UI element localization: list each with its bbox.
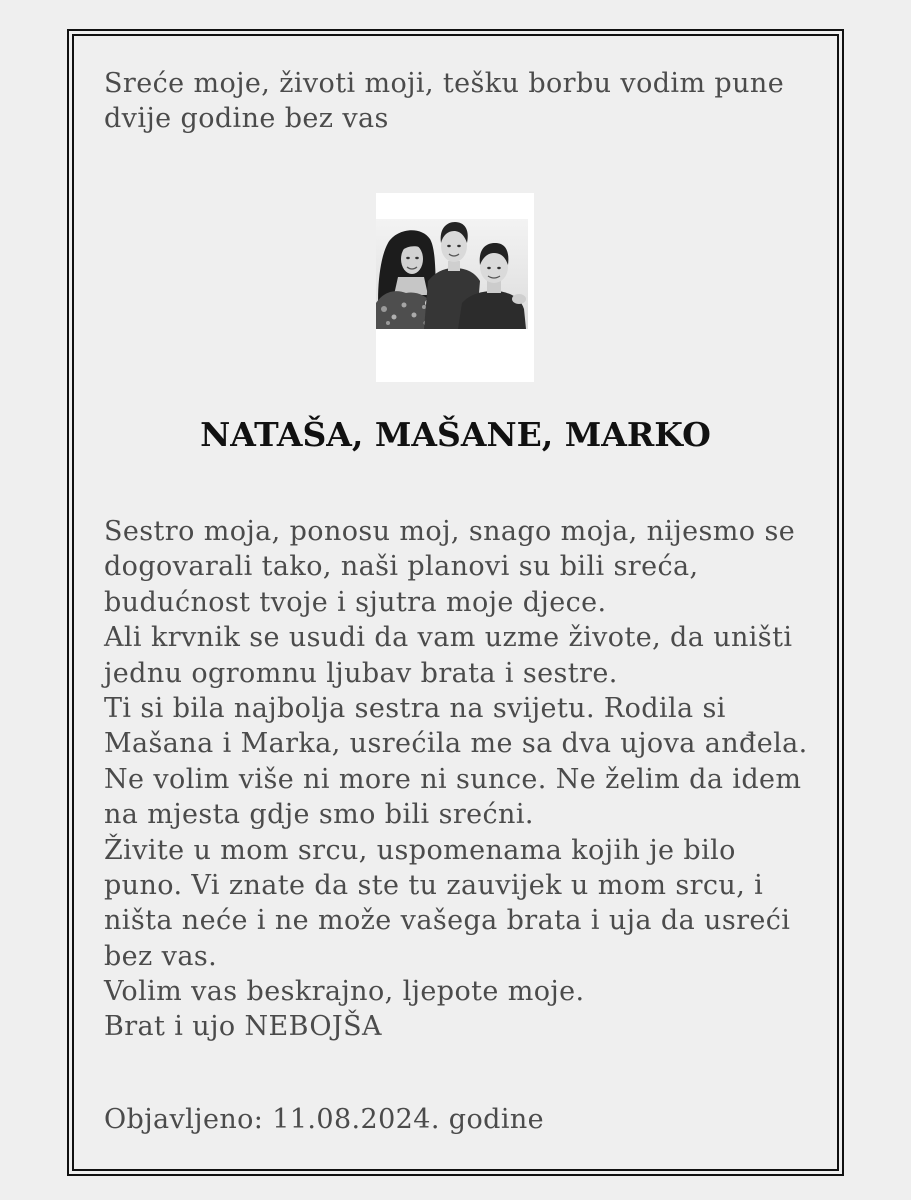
publication-date — [104, 1102, 544, 1137]
signature-line: Brat i ujo NEBOJŠA — [104, 1011, 382, 1043]
message-line: Sestro moja, ponosu moj, snago moja, nijesmo se — [104, 516, 796, 547]
message-line: budućnost tvoje i sjutra moje djece. — [104, 586, 607, 618]
signature-paragraph — [104, 1009, 808, 1044]
intro-line: Sreće moje, životi moji, tešku borbu vodim pune — [104, 68, 785, 99]
message-line: Ali krvnik se usudi da vam uzme živote, da uništi — [104, 622, 793, 654]
message-paragraph — [104, 833, 808, 975]
publication-date-text: Objavljeno: 11.08.2024. godine — [104, 1104, 545, 1135]
message-line: jednu ogromnu ljubav brata i sestre. — [104, 657, 618, 689]
intro-line: dvije godine bez vas — [104, 103, 389, 134]
family-photo — [376, 219, 528, 329]
message-line: Volim vas beskrajno, ljepote moje. — [104, 976, 585, 1008]
intro-text — [104, 66, 784, 136]
message-line: Ti si bila najbolja sestra na svijetu. Rodila si — [104, 692, 726, 724]
message-paragraph — [104, 620, 808, 691]
deceased-names-title: NATAŠA, MAŠANE, MARKO — [200, 415, 711, 454]
message-paragraph — [104, 762, 808, 833]
message-paragraph — [104, 974, 808, 1009]
message-paragraph — [104, 514, 808, 620]
message-line: Živite u mom srcu, uspomenama kojih je bilo — [104, 834, 736, 866]
message-line: puno. Vi znate da ste tu zauvijek u mom srcu, i — [104, 869, 764, 901]
message-line: dogovarali tako, naši planovi su bili sreća, — [104, 551, 699, 583]
message-line: ništa neće i ne može vašega brata i uja da usreći — [104, 905, 791, 937]
message-line: Mašana i Marka, usrećila me sa dva ujova anđela. — [104, 728, 808, 760]
message-line: Ne volim više ni more ni sunce. Ne želim da idem — [104, 763, 802, 795]
message-body — [104, 514, 808, 1045]
message-paragraph — [104, 691, 808, 762]
message-line: na mjesta gdje smo bili srećni. — [104, 799, 534, 831]
photo-card — [376, 193, 534, 382]
message-line: bez vas. — [104, 940, 218, 972]
